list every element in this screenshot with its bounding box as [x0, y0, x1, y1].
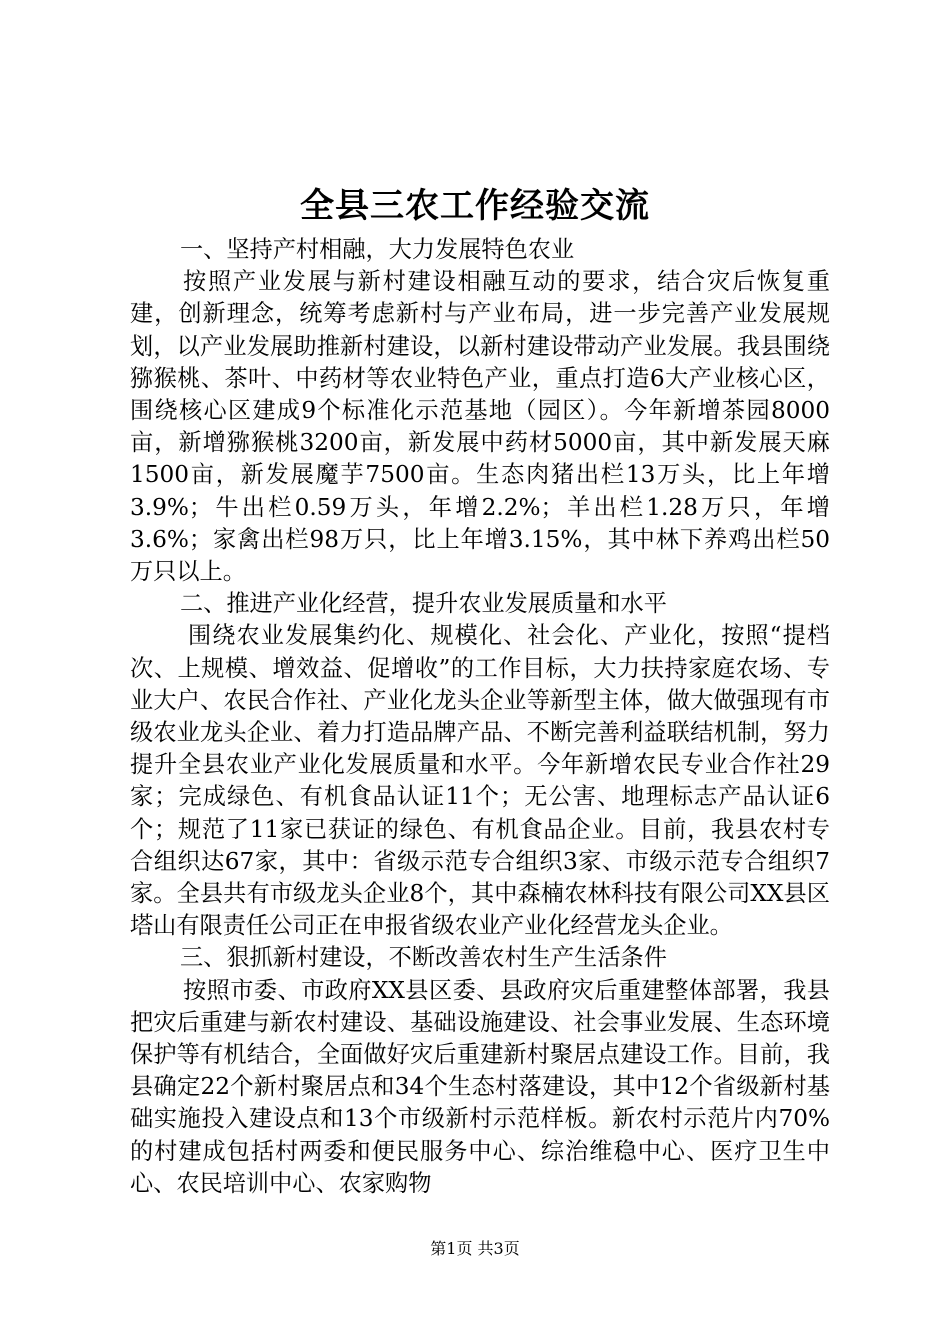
section-heading-1: 一、坚持产村相融，大力发展特色农业	[180, 236, 575, 263]
section-heading-3: 三、狠抓新村建设，不断改善农村生产生活条件	[180, 944, 667, 972]
section-heading-2: 二、推进产业化经营，提升农业发展质量和水平	[180, 590, 667, 618]
document-body	[130, 234, 830, 1200]
document-title: 全县三农工作经验交流	[300, 186, 650, 226]
section-paragraph-1: 按照产业发展与新村建设相融互动的要求，结合灾后恢复重建，创新理念，统筹考虑新村与产业布局，进一步完善产业发展规划，以产业发展助推新村建设，以新村建设带动产业发展。我县围绕猕猴桃、茶叶、中药材等农业特色产业，重点打造6大产业核心区，围绕核心区建成9个标准化示范基地（园区）。今年新增茶园8000亩，新增猕猴桃3200亩，新发展中药材5000亩，其中新发展天麻1500亩，新发展魔芋7500亩。生态肉猪出栏13万头，比上年增3.9%；牛出栏0.59万头，年增2.2%；羊出栏1.28万只，年增3.6%；家禽出栏98万只，比上年增3.15%，其中林下养鸡出栏50万只以上。	[130, 268, 830, 586]
page-number-footer: 第1页 共3页	[430, 1239, 520, 1258]
section-paragraph-3: 按照市委、市政府XX县区委、县政府灾后重建整体部署，我县把灾后重建与新农村建设、基础设施建设、社会事业发展、生态环境保护等有机结合，全面做好灾后重建新村聚居点建设工作。目前，我县确定22个新村聚居点和34个生态村落建设，其中12个省级新村基础实施投入建设点和13个市级新村示范样板。新农村示范片内70%的村建成包括村两委和便民服务中心、综治维稳中心、医疗卫生中心、农民培训中心、农家购物	[130, 976, 830, 1197]
section-paragraph-2: 围绕农业发展集约化、规模化、社会化、产业化，按照“提档次、上规模、增效益、促增收”的工作目标，大力扶持家庭农场、专业大户、农民合作社、产业化龙头企业等新型主体，做大做强现有市级农业龙头企业、着力打造品牌产品、不断完善利益联结机制，努力提升全县农业产业化发展质量和水平。今年新增农民专业合作社29家；完成绿色、有机食品认证11个；无公害、地理标志产品认证6个；规范了11家已获证的绿色、有机食品企业。目前，我县农村专合组织达67家，其中：省级示范专合组织3家、市级示范专合组织7家。全县共有市级龙头企业8个，其中森楠农林科技有限公司XX县区塔山有限责任公司正在申报省级农业产业化经营龙头企业。	[130, 622, 830, 940]
